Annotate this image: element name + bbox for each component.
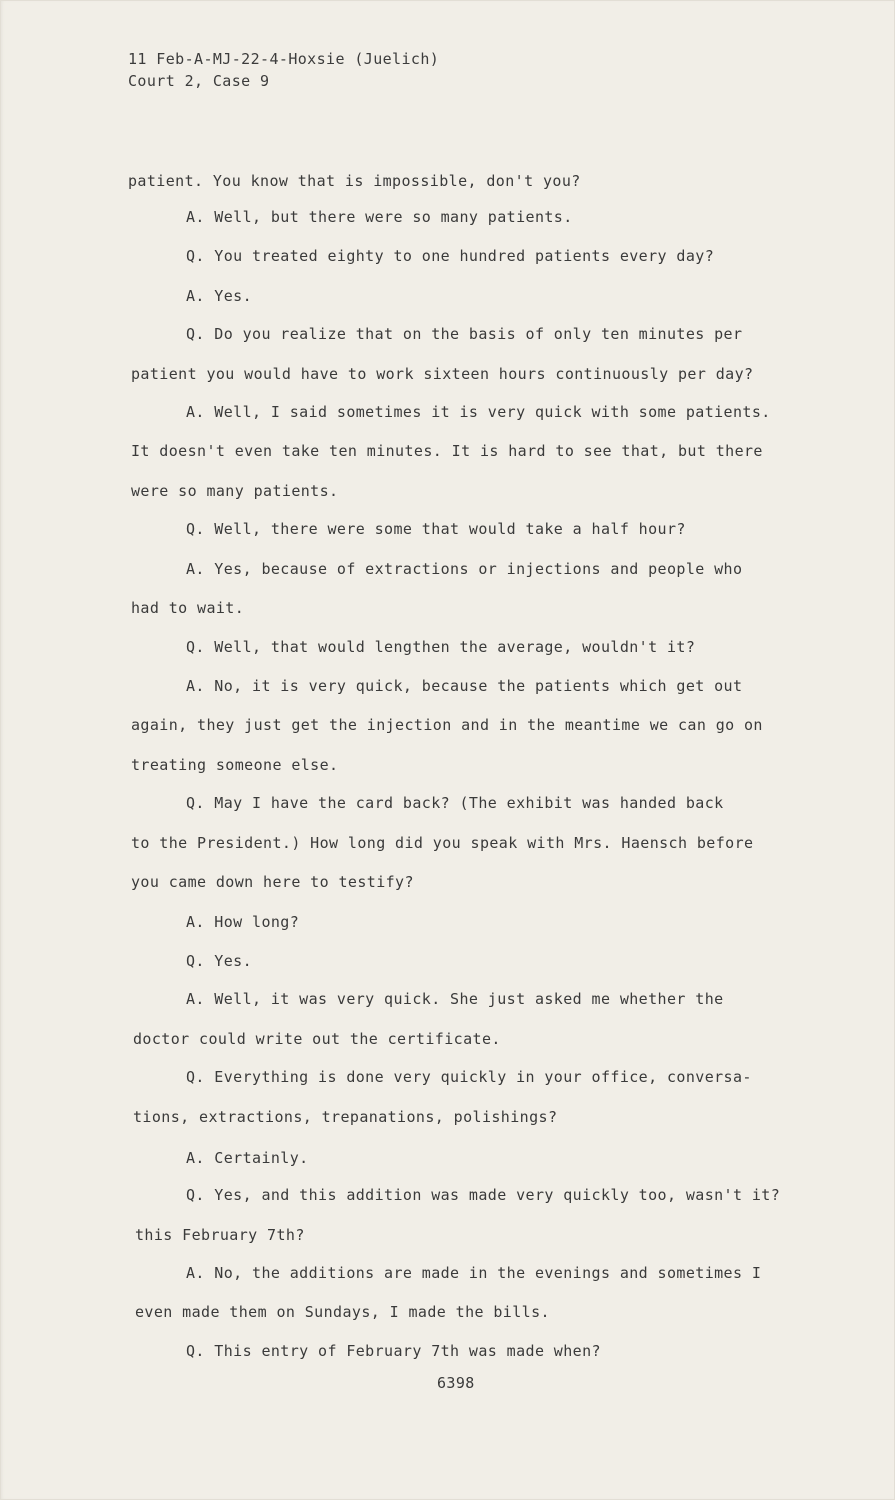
transcript-line: It doesn't even take ten minutes. It is hard to see that, but there xyxy=(131,442,763,460)
transcript-line: A. Yes. xyxy=(186,287,253,305)
page-number: 6398 xyxy=(437,1374,475,1392)
transcript-line: Q. Yes. xyxy=(186,952,253,970)
transcript-line: were so many patients. xyxy=(131,482,339,500)
transcript-line: Q. Well, that would lengthen the average, wouldn't it? xyxy=(186,638,696,656)
transcript-line: you came down here to testify? xyxy=(131,873,414,891)
transcript-line: Q. You treated eighty to one hundred patients every day? xyxy=(186,247,715,265)
transcript-line: A. Yes, because of extractions or injections and people who xyxy=(186,560,743,578)
transcript-line: A. Certainly. xyxy=(186,1149,309,1167)
transcript-line: Q. Well, there were some that would take a half hour? xyxy=(186,520,686,538)
transcript-line: A. Well, but there were so many patients. xyxy=(186,208,573,226)
transcript-line: Q. Do you realize that on the basis of only ten minutes per xyxy=(186,325,743,343)
transcript-line: Q. May I have the card back? (The exhibit was handed back xyxy=(186,794,724,812)
transcript-line: tions, extractions, trepanations, polishings? xyxy=(133,1108,558,1126)
transcript-line: to the President.) How long did you speak with Mrs. Haensch before xyxy=(131,834,754,852)
transcript-line: had to wait. xyxy=(131,599,245,617)
transcript-line: A. How long? xyxy=(186,913,300,931)
transcript-line: even made them on Sundays, I made the bills. xyxy=(135,1303,550,1321)
transcript-line: Q. Everything is done very quickly in your office, conversa- xyxy=(186,1068,752,1086)
document-header xyxy=(128,48,439,92)
transcript-line: this February 7th? xyxy=(135,1226,305,1244)
header-court-case: Court 2, Case 9 xyxy=(128,72,270,90)
transcript-line: patient. You know that is impossible, don't you? xyxy=(128,172,581,190)
header-reference: 11 Feb-A-MJ-22-4-Hoxsie (Juelich) xyxy=(128,50,440,68)
transcript-line: A. No, the additions are made in the evenings and sometimes I xyxy=(186,1264,762,1282)
transcript-line: A. Well, it was very quick. She just asked me whether the xyxy=(186,990,724,1008)
transcript-line: again, they just get the injection and in the meantime we can go on xyxy=(131,716,763,734)
transcript-line: A. No, it is very quick, because the patients which get out xyxy=(186,677,743,695)
transcript-line: doctor could write out the certificate. xyxy=(133,1030,501,1048)
transcript-line: Q. This entry of February 7th was made when? xyxy=(186,1342,601,1360)
transcript-line: Q. Yes, and this addition was made very quickly too, wasn't it? xyxy=(186,1186,781,1204)
transcript-line: treating someone else. xyxy=(131,756,339,774)
transcript-line: patient you would have to work sixteen hours continuously per day? xyxy=(131,365,754,383)
transcript-line: A. Well, I said sometimes it is very quick with some patients. xyxy=(186,403,771,421)
